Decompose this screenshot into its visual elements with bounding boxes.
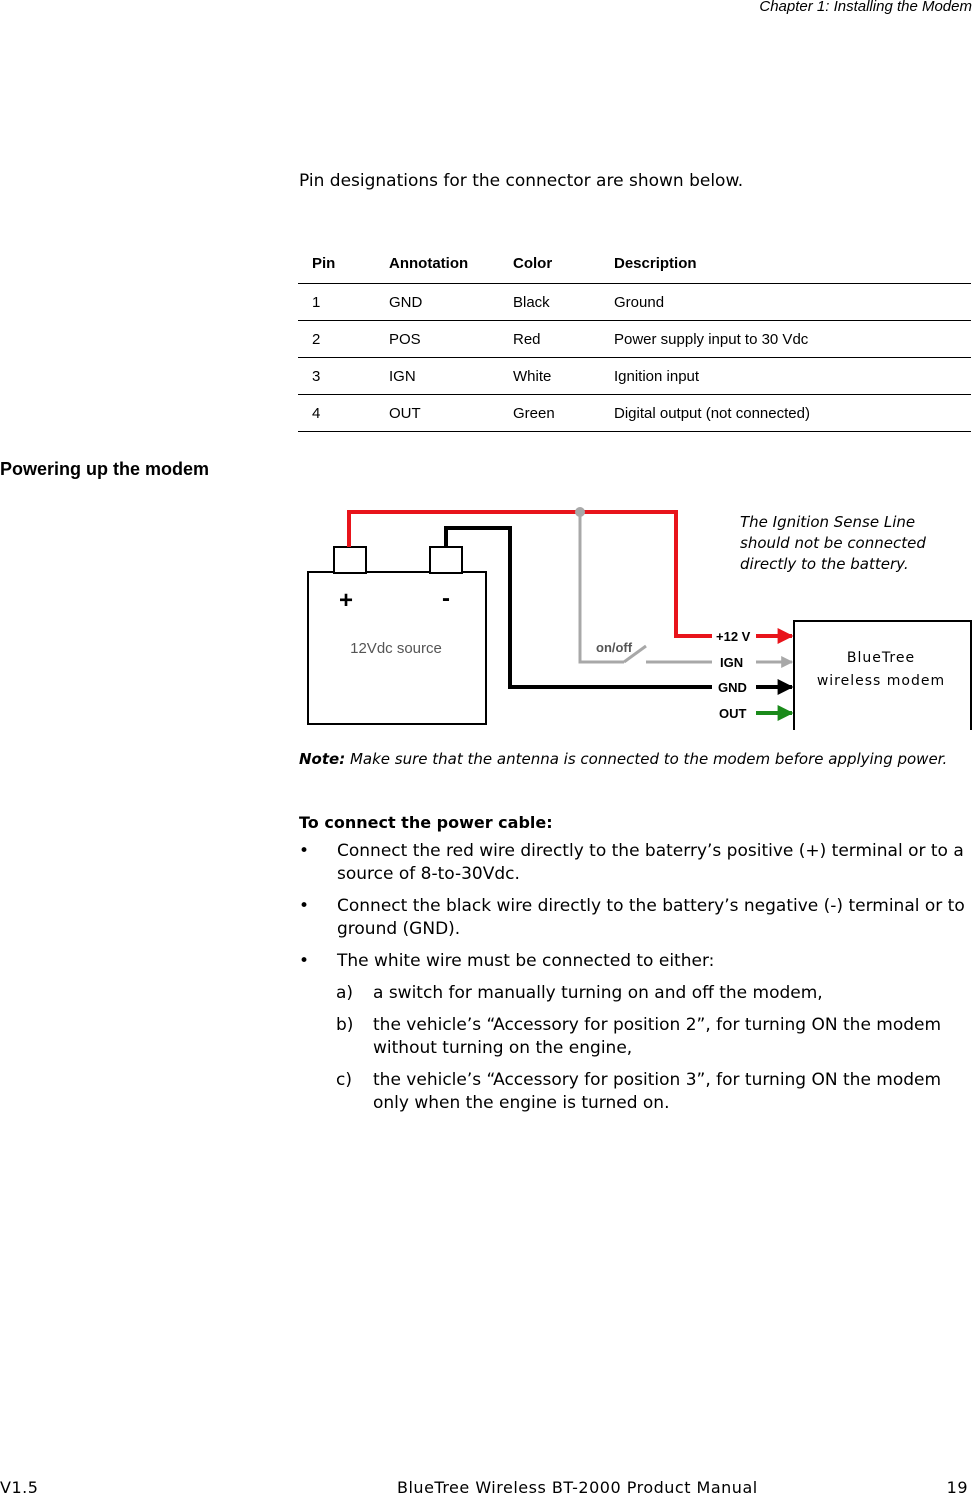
table-row — [298, 321, 971, 358]
battery-minus-label: - — [442, 585, 450, 612]
cell-pin: 1 — [312, 293, 321, 311]
cell-description: Power supply input to 30 Vdc — [614, 330, 809, 348]
sub-item-text: the vehicle’s “Accessory for position 2”, for turning ON the modem without turning on the engine, — [373, 1015, 942, 1058]
wire-label-ign: IGN — [720, 655, 744, 670]
list-item-text: Connect the black wire directly to the battery’s negative (-) terminal or to ground (GND). — [337, 896, 965, 939]
cell-annotation: POS — [389, 330, 421, 348]
footer-title: BlueTree Wireless BT-2000 Product Manual — [397, 1478, 758, 1497]
ign-note-line1: The Ignition Sense Line — [740, 513, 916, 531]
cell-description: Digital output (not connected) — [614, 404, 810, 422]
list-item-text: Connect the red wire directly to the baterry’s positive (+) terminal or to a source of 8-to-30Vdc. — [337, 841, 964, 884]
wiring-diagram — [300, 500, 974, 730]
cell-color: Black — [513, 293, 550, 311]
bullet-mark: • — [299, 951, 310, 971]
sub-mark: c) — [336, 1070, 352, 1090]
battery-plus-label: + — [338, 587, 354, 614]
cell-annotation: OUT — [389, 404, 421, 422]
modem-label-line1: BlueTree — [846, 650, 916, 666]
header-description: Description — [614, 254, 697, 272]
chapter-header: Chapter 1: Installing the Modem — [759, 0, 972, 15]
bullet-mark: • — [299, 841, 310, 861]
wire-label-gnd: GND — [718, 680, 747, 695]
cell-color: Green — [513, 404, 555, 422]
footer-page-number: 19 — [946, 1478, 968, 1497]
list-item — [299, 950, 969, 973]
footer-version: V1.5 — [0, 1478, 39, 1497]
pin-table — [298, 243, 971, 432]
table-row — [298, 358, 971, 395]
wire-label-12v: +12 V — [716, 629, 751, 644]
cell-description: Ignition input — [614, 367, 700, 385]
intro-text: Pin designations for the connector are shown below. — [299, 171, 744, 191]
sub-mark: a) — [336, 983, 354, 1003]
wire-label-out: OUT — [719, 706, 747, 721]
list-item — [299, 840, 969, 886]
header-color: Color — [513, 254, 553, 272]
sub-list-item — [299, 1069, 969, 1115]
switch-label: on/off — [596, 640, 633, 655]
note-text: Make sure that the antenna is connected to the modem before applying power. — [345, 750, 948, 768]
cell-annotation: IGN — [389, 367, 416, 385]
ign-note-line2: should not be connected — [740, 534, 926, 552]
procedure-list — [299, 840, 969, 1124]
cell-color: White — [513, 367, 552, 385]
ign-note-line3: directly to the battery. — [740, 555, 909, 573]
section-title: Powering up the modem — [0, 459, 210, 479]
sub-mark: b) — [336, 1015, 354, 1035]
bullet-mark: • — [299, 896, 310, 916]
cell-description: Ground — [614, 293, 665, 311]
cell-annotation: GND — [389, 293, 423, 311]
header-pin: Pin — [312, 254, 336, 272]
sub-list-item — [299, 982, 969, 1005]
note-label: Note: — [299, 750, 346, 768]
battery-negative-terminal — [430, 547, 462, 573]
procedure-title: To connect the power cable: — [299, 813, 553, 832]
antenna-note — [299, 749, 969, 770]
table-row — [298, 395, 971, 432]
sub-item-text: a switch for manually turning on and off the modem, — [373, 983, 823, 1003]
table-row — [298, 284, 971, 321]
sub-item-text: the vehicle’s “Accessory for position 3”, for turning ON the modem only when the engine is turned on. — [373, 1070, 942, 1113]
cell-pin: 3 — [312, 367, 321, 385]
cell-pin: 2 — [312, 330, 321, 348]
cell-pin: 4 — [312, 404, 321, 422]
list-item-text: The white wire must be connected to either: — [337, 951, 715, 971]
battery-positive-terminal — [334, 547, 366, 573]
list-item — [299, 895, 969, 941]
battery-label: 12Vdc source — [350, 640, 442, 657]
cell-color: Red — [513, 330, 541, 348]
table-header-row — [298, 243, 971, 284]
header-annotation: Annotation — [389, 254, 469, 272]
sub-list-item — [299, 1014, 969, 1060]
modem-label-line2: wireless modem — [816, 673, 946, 689]
